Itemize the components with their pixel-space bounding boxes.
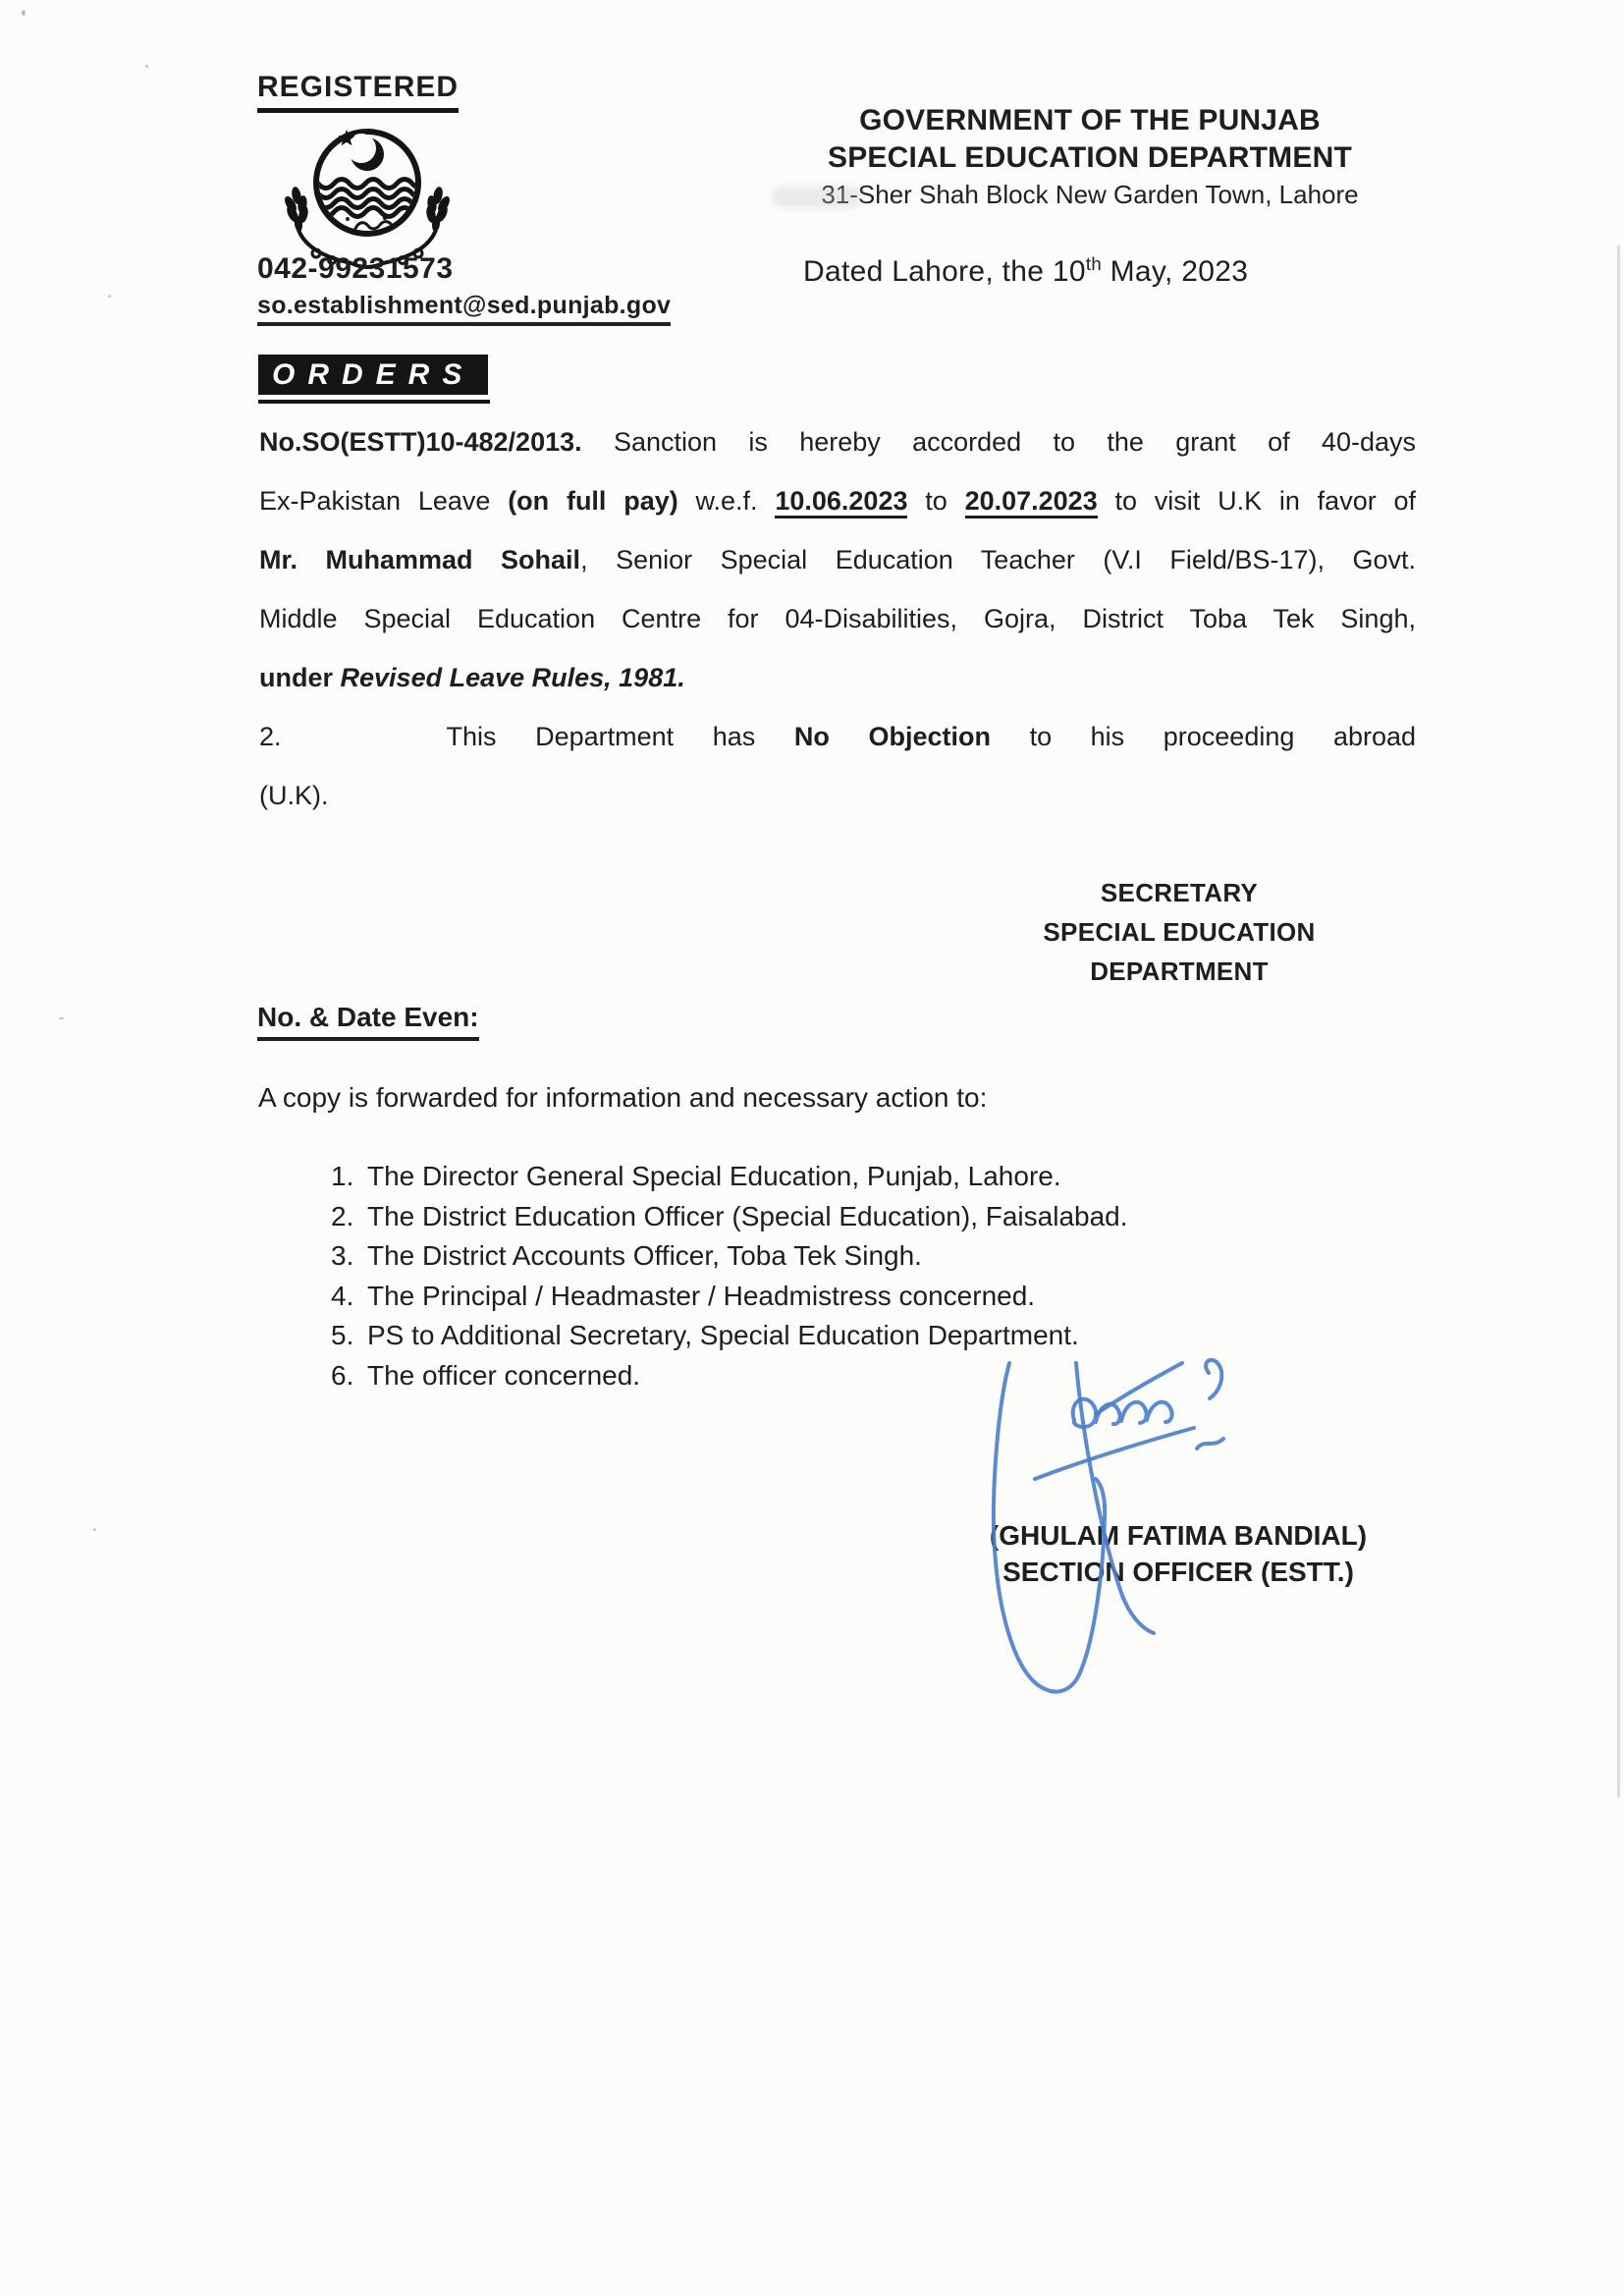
handwritten-signature-icon [974,1338,1241,1703]
body-text-segment: to his proceeding abroad [990,722,1417,751]
cc-item: The District Education Officer (Special Education), Faisalabad. [367,1200,1128,1231]
cc-item: PS to Additional Secretary, Special Education Department. [367,1320,1079,1350]
order-body [259,412,1416,825]
body-text-segment: to [907,486,965,516]
email-address: so.establishment@sed.punjab.gov [257,292,671,326]
order-body-line-5 [259,648,1416,707]
scan-speck [145,65,148,68]
order-para2-line-2 [259,766,1416,825]
no-objection-emphasis: No Objection [793,722,991,751]
leave-rules-reference: Revised Leave Rules, 1981. [340,663,685,692]
wheat-ear-right [425,186,452,232]
orders-heading-underline [258,400,490,404]
department-title: SPECIAL EDUCATION DEPARTMENT [828,141,1352,174]
scan-speck [59,1017,64,1019]
date-line [803,253,1248,289]
signatory-title-line: SECRETARY [1100,878,1259,907]
signer-name: (GHULAM FATIMA BANDIAL) [989,1520,1368,1551]
signatory-designation-block [1007,873,1351,991]
body-text-segment: Sanction is hereby accorded to the grant of 40-days [581,427,1416,457]
reference-number: No.SO(ESTT)10-482/2013. [259,427,582,457]
registered-label: REGISTERED [257,71,459,113]
phone-number: 042-99231573 [257,252,454,285]
cc-item: The District Accounts Officer, Toba Tek Singh. [367,1240,922,1271]
date-prefix: Dated Lahore, the 10 [803,255,1086,288]
order-body-line-2 [259,471,1416,530]
body-text-segment: This Department has [446,722,794,751]
officer-name: Mr. Muhammad Sohail [259,545,581,574]
leave-start-date: 10.06.2023 [775,486,907,519]
signer-title: SECTION OFFICER (ESTT.) [1002,1557,1354,1587]
orders-heading [258,355,488,395]
scan-speck [93,1528,96,1531]
body-text-segment: under [259,663,341,692]
cc-item: The Director General Special Education, Punjab, Lahore. [367,1161,1061,1191]
forwarding-note: A copy is forwarded for information and necessary action to: [258,1082,988,1113]
body-text-segment: Middle Special Education Centre for 04-Disabilities, Gojra, District Toba Tek Singh, [259,604,1416,633]
department-letterhead [785,102,1394,212]
scan-speck [22,10,26,16]
signatory-title-line: SPECIAL EDUCATION [1043,917,1316,947]
paragraph-number: 2. [259,722,282,751]
date-ordinal-suffix: th [1085,253,1102,274]
leave-end-date: 20.07.2023 [965,486,1098,519]
cc-item: The Principal / Headmaster / Headmistress concerned. [367,1280,1036,1311]
scan-speck [108,295,111,298]
order-body-line-4 [259,589,1416,648]
body-text-segment: , Senior Special Education Teacher (V.I Field/BS-17), Govt. [580,545,1416,574]
endorsement-heading: No. & Date Even: [257,1002,479,1041]
order-body-line-1 [259,412,1416,471]
body-text-segment: Ex-Pakistan Leave [259,486,509,516]
order-body-line-3 [259,530,1416,589]
wheat-ear-left [283,186,309,232]
orders-heading-text: ORDERS [272,357,475,391]
body-text-segment: to visit U.K in favor of [1097,486,1416,516]
cc-item: The officer concerned. [367,1359,641,1391]
government-title: GOVERNMENT OF THE PUNJAB [859,104,1321,137]
correction-smudge [772,187,862,208]
body-text-segment: (U.K). [259,781,329,810]
date-suffix: May, 2023 [1102,255,1249,288]
signatory-title-line: DEPARTMENT [1090,957,1269,986]
body-text-segment: w.e.f. [677,486,776,516]
order-para2-line-1 [259,707,1416,766]
scan-edge-line [1617,246,1620,1797]
department-address: 31-Sher Shah Block New Garden Town, Lahore [821,180,1359,209]
on-full-pay-emphasis: (on full pay) [508,486,678,516]
